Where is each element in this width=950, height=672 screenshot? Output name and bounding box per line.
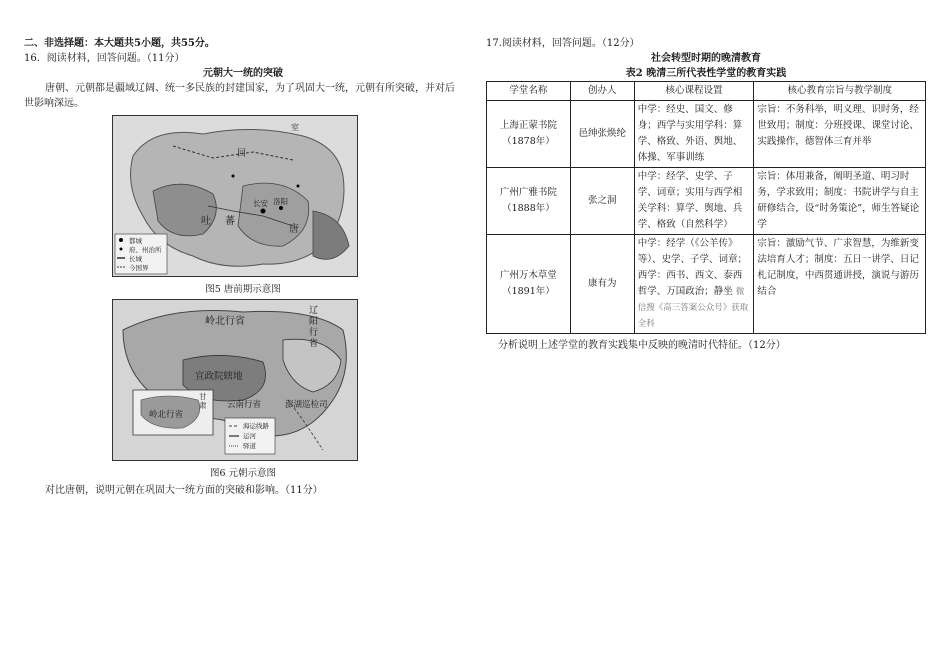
tang-legend-prefecture: 府、州治所 xyxy=(129,246,162,254)
school-courses: 中学：经史、国文、修身；西学与实用学科：算学、格致、外语、舆地、体操、军事训练 xyxy=(634,101,754,168)
tang-legend-border: 今国界 xyxy=(129,264,149,272)
tang-label-luoyang: 洛阳 xyxy=(273,197,288,206)
yuan-label-gansu: 甘肃 xyxy=(199,392,207,410)
yuan-map xyxy=(112,299,358,461)
q16-body: 唐朝、元朝都是疆域辽阔、统一多民族的封建国家，为了巩固大一统，元朝有所突破，并对后世影响深远。 xyxy=(24,83,455,109)
table-title: 表2 晚清三所代表性学堂的教育实践 xyxy=(625,68,787,79)
school-year: （1888年） xyxy=(502,203,555,214)
school-aims: 宗旨：激励气节、广求智慧，为维新变法培育人才；制度：五日一讲学、日记札记制度，中西贯通讲授，演说与游历结合 xyxy=(754,235,926,334)
col-header-name: 学堂名称 xyxy=(487,82,571,101)
q16-header: 16．阅读材料，回答问题。（11分） xyxy=(24,53,185,64)
school-name-cell xyxy=(487,101,571,168)
q16-title: 元朝大一统的突破 xyxy=(203,68,283,79)
table-row xyxy=(487,101,926,168)
yuan-legend-post: 驿道 xyxy=(243,442,256,450)
school-name: 广州广雅书院 xyxy=(499,187,557,198)
school-year: （1891年） xyxy=(502,286,555,297)
schools-table xyxy=(486,81,926,334)
fig6-caption: 图6 元朝示意图 xyxy=(209,468,277,479)
school-founder: 张之洞 xyxy=(570,168,634,235)
table-header-row xyxy=(487,82,926,101)
q17-header: 17.阅读材料，回答问题。（12分） xyxy=(486,38,640,49)
tang-label-tang: 唐 xyxy=(289,224,299,235)
school-aims: 宗旨：不务科举，明义理、识时务，经世致用；制度：分班授课、课堂讨论、实践操作，德智体三育并举 xyxy=(754,101,926,168)
watermark: 微信搜《高三答案公众号》获取全科 xyxy=(637,287,749,329)
tang-label-bo: 蕃 xyxy=(225,216,235,227)
tang-legend-capital: 都城 xyxy=(129,237,142,245)
school-aims: 宗旨：体用兼备，阐明圣道、明习时务，学求致用；制度：书院讲学与自主研修结合，设“时务策论”，师生答疑论学 xyxy=(754,168,926,235)
yuan-inset-lingbei: 岭北行省 xyxy=(149,410,184,420)
tang-label-tu: 吐 xyxy=(201,216,211,227)
school-name-cell xyxy=(487,235,571,334)
yuan-legend-canal: 运河 xyxy=(243,432,256,440)
yuan-label-penghu: 澎湖巡检司 xyxy=(285,400,328,410)
q17-question: 分析说明上述学堂的教育实践集中反映的晚清时代特征。（12分） xyxy=(498,340,786,351)
school-name: 广州万木草堂 xyxy=(499,270,557,281)
table-row xyxy=(487,235,926,334)
yuan-label-liaoyang: 辽阳行省 xyxy=(309,306,319,349)
col-header-aims: 核心教育宗旨与教学制度 xyxy=(754,82,926,101)
tang-label-shi: 室 xyxy=(291,123,299,132)
school-name-cell xyxy=(487,168,571,235)
tang-label-hui: 回 xyxy=(237,149,247,159)
school-courses-text: 中学：经学（《公羊传》等）、史学、子学、词章；西学：西书、西文、泰西哲学、万国政治；静坐 xyxy=(637,238,747,297)
school-name: 上海正蒙书院 xyxy=(499,120,557,131)
school-founder: 邑绅张焕纶 xyxy=(570,101,634,168)
fig5-caption: 图5 唐前期示意图 xyxy=(205,284,281,295)
table-row xyxy=(487,168,926,235)
col-header-founder: 创办人 xyxy=(570,82,634,101)
tang-legend-wall: 长城 xyxy=(129,255,142,263)
school-year: （1878年） xyxy=(502,136,555,147)
tang-label-changan: 长安 xyxy=(253,199,268,208)
right-column xyxy=(486,36,926,353)
school-courses xyxy=(634,235,754,334)
left-column xyxy=(24,36,462,498)
q16-question: 对比唐朝，说明元朝在巩固大一统方面的突破和影响。（11分） xyxy=(45,485,323,496)
q17-title: 社会转型时期的晚清教育 xyxy=(651,53,761,64)
school-courses: 中学：经学、史学、子学、词章；实用与西学相关学科：算学、舆地、兵学、格致（自然科学） xyxy=(634,168,754,235)
yuan-label-yunnan: 云南行省 xyxy=(227,400,262,410)
yuan-label-xuanzheng: 宣政院辖地 xyxy=(195,371,243,382)
section-title: 二、非选择题：本大题共5小题，共55分。 xyxy=(24,38,215,49)
yuan-legend-sea: 海运线路 xyxy=(243,422,269,430)
col-header-courses: 核心课程设置 xyxy=(634,82,754,101)
school-founder: 康有为 xyxy=(570,235,634,334)
yuan-label-lingbei: 岭北行省 xyxy=(205,316,245,327)
tang-map xyxy=(112,115,358,277)
